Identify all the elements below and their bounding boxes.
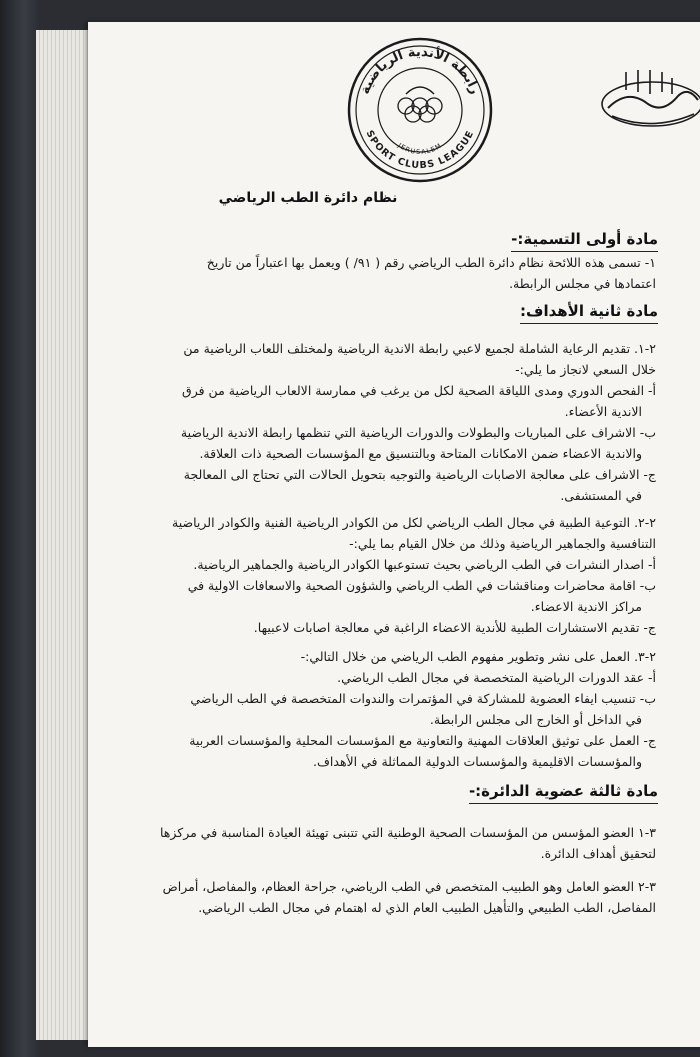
text-line: ٣-١ العضو المؤسس من المؤسسات الصحية الوطنية التي تتبنى تهيئة العيادة المناسبة في مركزها (159, 825, 656, 840)
document-title: نظام دائرة الطب الرياضي (218, 190, 398, 206)
text-line: ج- تقديم الاستشارات الطبية للأندية الاعضاء الراغبة في معالجة اصابات لاعبيها. (253, 620, 656, 635)
text-line: اعتمادها في مجلس الرابطة. (509, 276, 656, 291)
text-line: التنافسية والجماهير الرياضية وذلك من خلال القيام بما يلي:- (349, 536, 656, 551)
svg-text:JERUSALEM (396, 141, 444, 156)
article2-section2 (136, 512, 656, 638)
text-line: أ- الفحص الدوري ومدى اللياقة الصحية لكل من يرغب في ممارسة الالعاب الرياضية من فرق (182, 383, 656, 398)
text-line: والمؤسسات الاقليمية والمؤسسات الدولية المماثلة في الأهداف. (312, 754, 642, 769)
page-stack-edge (36, 30, 96, 1040)
seal-arabic-text: رابطة الأندية الرياضية (357, 44, 483, 97)
article3-section2 (136, 876, 656, 918)
text-line: أ- عقد الدورات الرياضية المتخصصة في مجال الطب الرياضي. (337, 670, 656, 685)
olympic-rings-icon (398, 98, 442, 122)
text-line: ٢-٢. التوعية الطبية في مجال الطب الرياضي لكل من الكوادر الرياضية الفنية والكوادر الرياضية (172, 515, 656, 530)
text-line: ١- تسمى هذه اللائحة نظام دائرة الطب الرياضي رقم ( ٩١/ ) ويعمل بها اعتباراً من تاريخ (206, 255, 656, 270)
text-line: مراكز الاندية الاعضاء. (530, 599, 642, 614)
document-page (88, 22, 700, 1047)
text-line: الاندية الأعضاء. (564, 404, 642, 419)
text-line: ب- الاشراف على المباريات والبطولات والدورات الرياضية التي تنظمها رابطة الاندية الرياضية (180, 425, 656, 440)
text-line: ٢-١. تقديم الرعاية الشاملة لجميع لاعبي رابطة الاندية الرياضية ولمختلف اللعاب الرياضية من (183, 341, 656, 356)
sport-clubs-league-seal (346, 36, 494, 184)
text-line: ٢-٣. العمل على نشر وتطوير مفهوم الطب الرياضي من خلال التالي:- (300, 649, 656, 664)
text-line: لتحقيق أهداف الدائرة. (540, 846, 656, 861)
article3-heading: مادة ثالثة عضوية الدائرة:- (469, 782, 658, 804)
text-line: ب- تنسيب ايفاء العضوية للمشاركة في المؤتمرات والندوات المتخصصة في الطب الرياضي (190, 691, 656, 706)
text-line: ج- الاشراف على معالجة الاصابات الرياضية والتوجيه بتحويل الحالات التي تحتاج الى المعالجة (183, 467, 656, 482)
article2-heading: مادة ثانية الأهداف: (520, 302, 658, 324)
article2-section3 (136, 646, 656, 772)
binder-spine (0, 0, 40, 1057)
text-line: ٣-٢ العضو العامل وهو الطبيب المتخصص في الطب الرياضي، جراحة العظام، والمفاصل، أمراض (162, 879, 656, 894)
article2-section1 (136, 338, 656, 506)
seal-city-text: JERUSALEM (396, 141, 444, 157)
text-line: والاندية الاعضاء ضمن الامكانات المتاحة وبالتنسيق مع المؤسسات الصحية ذات العلاقة. (199, 446, 642, 461)
text-line: ج- العمل على توثيق العلاقات المهنية والتعاونية مع المؤسسات المحلية والمؤسسات العربية (189, 733, 656, 748)
dome-icon (406, 87, 434, 94)
seal-english-text: SPORT CLUBS LEAGUE (363, 128, 477, 172)
text-line: ب- اقامة محاضرات ومناقشات في الطب الرياضي والشؤون الصحية والاسعافات الاولية في (187, 578, 656, 593)
text-line: في الداخل أو الخارج الى مجلس الرابطة. (429, 712, 642, 727)
text-line: المفاصل، الطب الطبيعي والتأهيل الطبيب العام الذي له اهتمام في مجال الطب الرياضي. (198, 900, 656, 915)
text-line: في المستشفى. (560, 488, 642, 503)
basmala-calligraphy (598, 64, 700, 142)
article1-text (136, 252, 656, 294)
text-line: خلال السعي لانجاز ما يلي:- (515, 362, 656, 377)
article1-heading: مادة أولى التسمية:- (511, 230, 658, 252)
article3-section1 (136, 822, 656, 864)
text-line: أ- اصدار النشرات في الطب الرياضي بحيث تستوعبها الكوادر الرياضية والجماهير الرياضية. (193, 557, 656, 572)
